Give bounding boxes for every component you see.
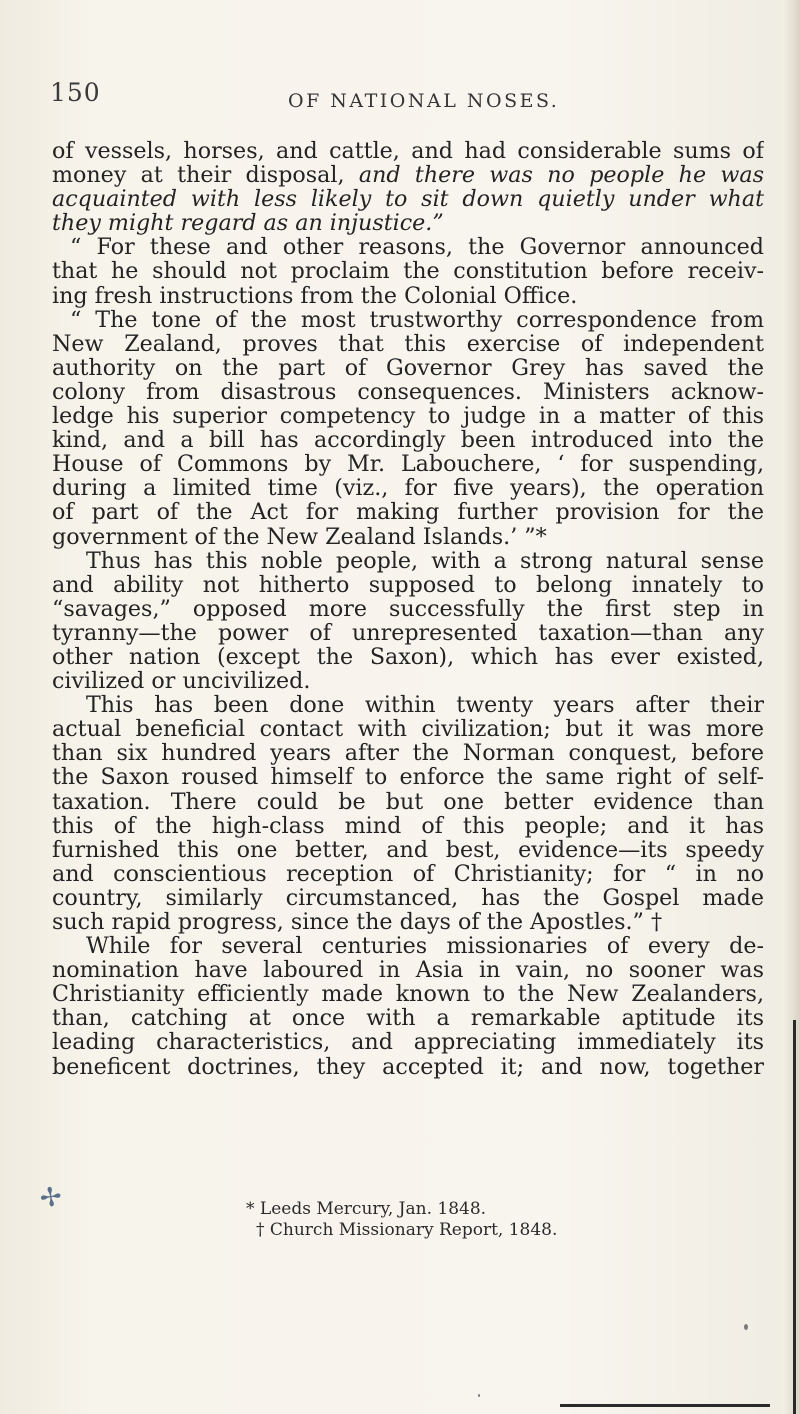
text-line: kind, and a bill has accordingly been introduced into the [52, 428, 764, 453]
text-line: House of Commons by Mr. Labouchere, ‘ for suspending, [52, 452, 764, 477]
text-line: than, catching at once with a remarkable aptitude its [52, 1006, 764, 1031]
text-line: New Zealand, proves that this exercise of independent [52, 331, 764, 356]
text-line: and ability not hitherto supposed to belong innately to [52, 572, 764, 597]
text-line: civilized or uncivilized. [52, 669, 311, 694]
italic-quote: and there was no people he was [358, 163, 764, 188]
text-line: money at their disposal, and there was no people he was [52, 163, 764, 188]
text-line: ledge his superior competency to judge in a matter of this [52, 404, 764, 429]
text-line: other nation (except the Saxon), which has ever existed, [52, 644, 764, 670]
page-edge [782, 0, 800, 1414]
text-line: nomination have laboured in Asia in vain, no sooner was [52, 958, 764, 983]
text-line: leading characteristics, and appreciating immediately its [52, 1030, 764, 1055]
text-line: they might regard as an injustice.” [52, 211, 444, 236]
text-line: country, similarly circumstanced, has the Gospel made [52, 885, 764, 910]
text-line: Thus has this noble people, with a strong natural sense [86, 548, 764, 573]
body-text [52, 139, 764, 1079]
ink-speck [478, 1394, 480, 1397]
text-line: this of the high-class mind of this people; and it has [52, 813, 764, 838]
text-line: and conscientious reception of Christianity; for “ in no [52, 861, 764, 886]
text-line: of vessels, horses, and cattle, and had considerable sums of [52, 139, 764, 164]
text-line: government of the New Zealand Islands.’ ”* [52, 524, 547, 549]
text-line: “ The tone of the most trustworthy correspondence from [70, 307, 764, 332]
text-line: While for several centuries missionaries of every de- [86, 934, 764, 959]
footnote: * Leeds Mercury, Jan. 1848. [246, 1199, 487, 1219]
text-line: beneficent doctrines, they accepted it; and now, together [52, 1054, 764, 1079]
text-line: than six hundred years after the Norman conquest, before [52, 741, 764, 766]
text-line: of part of the Act for making further provision for the [52, 500, 764, 525]
text-line: ing fresh instructions from the Colonial Office. [52, 283, 578, 308]
text-line: This has been done within twenty years after their [86, 693, 764, 718]
ink-speck [744, 1324, 748, 1330]
page-header [36, 78, 764, 118]
text-line: actual beneficial contact with civilization; but it was more [52, 717, 764, 742]
text-line: Christianity efficiently made known to the New Zealanders, [52, 982, 764, 1007]
text-line: colony from disastrous consequences. Ministers acknow- [52, 379, 764, 405]
text-line: furnished this one better, and best, evidence—its speedy [52, 837, 764, 862]
text-line: “savages,” opposed more successfully the first step in [52, 596, 764, 621]
footnote: † Church Missionary Report, 1848. [256, 1220, 558, 1240]
bottom-edge-line [560, 1404, 770, 1407]
text-line: the Saxon roused himself to enforce the same right of self- [52, 765, 764, 790]
text-line: such rapid progress, since the days of the Apostles.” † [52, 910, 663, 935]
text-line: taxation. There could be but one better evidence than [52, 789, 764, 814]
text-line: “ For these and other reasons, the Governor announced [70, 235, 764, 260]
text-line: during a limited time (viz., for five years), the operation [52, 476, 764, 501]
text-line: that he should not proclaim the constitution before receiv- [52, 259, 764, 284]
text-line: tyranny—the power of unrepresented taxation—than any [52, 620, 764, 645]
running-head: OF NATIONAL NOSES. [288, 90, 560, 112]
footnotes [246, 1199, 766, 1241]
binding-line [793, 1020, 796, 1414]
margin-mark-icon: ✢ [38, 1181, 64, 1215]
text-line: authority on the part of Governor Grey has saved the [52, 355, 764, 380]
page-number: 150 [50, 78, 101, 107]
text-line: acquainted with less likely to sit down quietly under what [52, 187, 764, 212]
